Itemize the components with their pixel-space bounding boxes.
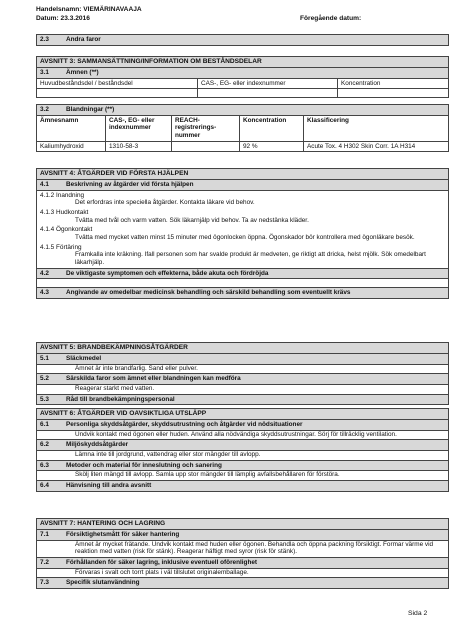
subsection-row [37,268,448,279]
section-3-title: AVSNITT 3: SAMMANSÄTTNING/INFORMATION OM BESTÅNDSDELAR [40,58,262,65]
subsection-title: Metoder och material för inneslutning och sanering [66,461,222,469]
subsection-title: Andra faror [66,36,101,43]
text-row [37,364,448,374]
section-3-block-1 [36,56,449,98]
subsection-number: 6.1 [40,420,49,428]
section-header-row [37,409,448,419]
containment-text: Skölj liten mängd till avlopp. Samla upp stor mängder till lämplig avfallsbehållaren för förstöra. [75,471,340,479]
text-row [37,450,448,460]
column-header: CAS-, EG- eller indexnummer [105,116,171,141]
subsection-row [37,419,448,430]
section-7 [36,518,449,589]
column-header: Klassificering [303,116,448,141]
table-row-empty [37,88,448,97]
subsection-row [37,67,448,78]
column-header: Huvudbeståndsdel / beståndsdel [40,79,133,87]
first-aid-details [37,190,448,268]
section-6-title: AVSNITT 6: ÅTGÄRDER VID OAVSIKTLIGA UTSLÄPP [40,410,207,417]
section-header-row [37,57,448,67]
column-header: REACH-registrerings-nummer [171,116,239,141]
subsection-title: Specifik slutanvändning [66,579,140,587]
environmental-text: Lämna inte till jordgrund, vattendrag eller stor mängder till avlopp. [75,450,261,458]
column-header: Koncentration [337,79,448,89]
subsection-row [37,373,448,384]
table-header-row [37,115,448,141]
subsection-number: 7.1 [40,530,49,538]
subsection-number: 5.2 [40,375,49,383]
skin-contact-label: 4.1.3 Hudkontakt [40,208,89,216]
subsection-title: Hänvisning till andra avsnitt [66,482,152,490]
subsection-row [37,480,448,491]
subsection-row [37,179,448,190]
special-hazards-text: Reagerar starkt med vatten. [75,384,155,392]
personal-precautions-text: Undvik kontakt med ögonen eller huden. Använd alla nödvändiga skyddsutrustningar. Sörj för tillräcklig ventilation. [75,430,397,438]
page-number: Sida 2 [408,610,428,617]
subsection-title: De viktigaste symptomen och effekterna, både akuta och fördröjda [66,269,269,277]
subsection-number: 3.2 [40,106,49,113]
subsection-title: Miljöskyddsåtgärder [66,441,129,449]
subsection-number: 6.2 [40,441,49,449]
subsection-title: Ämnen (**) [66,68,99,76]
subsection-title: Blandningar (**) [66,106,115,113]
subsection-number: 3.1 [40,68,49,76]
table-cell: 92 % [239,142,303,152]
table-cell: 1310-58-3 [105,142,171,152]
text-row [37,540,448,557]
eye-contact-label: 4.1.4 Ögonkontakt [40,226,93,234]
subsection-number: 7.2 [40,558,49,566]
subsection-row [37,105,448,115]
subsection-row [37,353,448,364]
document-date: Datum: 23.3.2016 [36,14,90,22]
text-row [37,430,448,440]
inhalation-label: 4.1.2 Inandning [40,191,85,199]
table-cell [171,142,239,152]
subsection-number: 7.3 [40,579,49,587]
subsection-number: 4.1 [40,180,49,188]
subsection-title: Beskrivning av åtgärder vid första hjälpen [66,180,194,188]
subsection-title: Särskilda faror som ämnet eller blandningen kan medföra [66,375,241,383]
previous-date: Föregående datum: [300,15,362,22]
subsection-row [37,557,448,568]
ingestion-label: 4.1.5 Förtäring [40,243,82,251]
subsection-title: Försiktighetsmått för säker hantering [66,530,180,538]
subsection-row [37,394,448,405]
subsection-title: Angivande av omedelbar medicinsk behandling och särskild behandling som eventuellt krävs [66,289,351,297]
ingestion-text: Framkalla inte kräkning. Ifall personen som har svalde produkt är medveten, ge riktigt att dricka, helst mjölk. Sök omedelbart läkarhjälp. [75,251,426,267]
section-4 [36,168,449,299]
text-row [37,470,448,480]
subsection-row [37,287,448,298]
section-5-title: AVSNITT 5: BRANDBEKÄMPNINGSÅTGÄRDER [40,344,188,351]
empty-row [37,278,448,287]
column-header: CAS-, EG- eller indexnummer [197,79,337,89]
section-header-row [37,519,448,529]
text-row [37,384,448,394]
table-cell: Acute Tox. 4 H302 Skin Corr. 1A H314 [303,142,448,152]
column-header: Koncentration [239,116,303,141]
subsection-number: 4.2 [40,269,49,277]
document-header [36,6,436,24]
table-cell: Kaliumhydroxid [40,142,84,150]
subsection-number: 2.3 [40,36,49,43]
section-5 [36,342,449,405]
eye-contact-text: Tvätta med mycket vatten minst 15 minuter med ögonlocken öppna. Ögonskador bör kontrollera med ögonläkare besök. [75,234,415,242]
subsection-title: Släckmedel [66,354,102,362]
subsection-row [37,460,448,471]
table-cell [197,89,337,97]
table-header-row [37,78,448,89]
section-3-block-2 [36,104,449,152]
subsection-number: 5.1 [40,354,49,362]
table-cell [337,89,448,97]
extinguishing-text: Ämnet är inte brandfarlig. Sand eller pulver. [75,364,198,372]
product-name: Handelsnamn: VIEMÄRINAVAAJA [36,6,142,13]
subsection-number: 6.3 [40,461,49,469]
column-header: Ämnesnamn [40,116,79,124]
section-header-row [37,169,448,179]
subsection-title: Personliga skyddsåtgärder, skyddsutrustning och åtgärder vid nödsituationer [66,420,303,428]
subsection-row [37,529,448,540]
inhalation-text: Det erfordras inte speciella åtgärder. Kontakta läkare vid behov. [75,199,255,207]
subsection-number: 6.4 [40,482,49,490]
storage-text: Förvaras i svalt och torrt plats i väl tillslutet originalemballage. [75,568,249,576]
subsection-title: Förhållanden för säker lagring, inklusive eventuell oförenlighet [66,558,258,566]
subsection-row [37,577,448,588]
section-2-3 [36,34,449,46]
subsection-row [37,35,448,45]
skin-contact-text: Tvätta med tvål och varm vatten. Sök läkarnjälp vid behov. Ta av nedstänka kläder. [75,216,309,224]
table-row [37,141,448,152]
section-4-title: AVSNITT 4: ÅTGÄRDER VID FÖRSTA HJÄLPEN [40,170,189,177]
safe-handling-text: Ämnet är mycket frätande. Undvik kontakt med huden eller ögonen. Behandla och öppna packning försiktigt. Formar värme vid reaktion med vatten (risk för stänk). Reagerar häftigt med syror (risk för stänk). [75,540,434,556]
section-7-title: AVSNITT 7: HANTERING OCH LAGRING [40,520,166,527]
subsection-number: 5.3 [40,395,49,403]
subsection-number: 4.3 [40,289,49,297]
subsection-row [37,439,448,450]
table-cell [37,89,197,97]
section-header-row [37,343,448,353]
text-row [37,568,448,578]
subsection-title: Råd till brandbekämpningspersonal [66,395,175,403]
section-6 [36,408,449,492]
